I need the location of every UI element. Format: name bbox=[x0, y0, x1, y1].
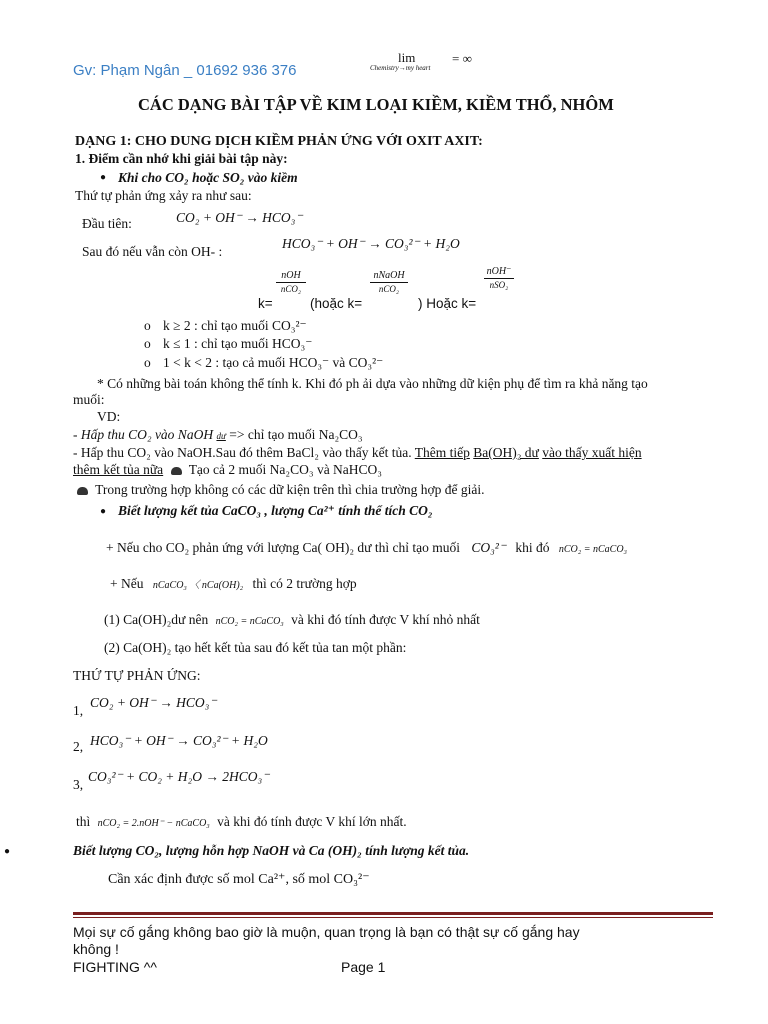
example-1 bbox=[73, 427, 363, 443]
example-2-cont bbox=[73, 462, 382, 478]
example-1-b: dư bbox=[216, 431, 226, 441]
example-1-c: => chỉ tạo muối Na₂CO₃ bbox=[229, 427, 363, 442]
sub-case-2: (2) Ca(OH)₂ tạo hết kết tủa sau đó kết tủa tan một phần: bbox=[104, 640, 407, 655]
reaction-1: CO₂ + OH⁻ → HCO₃⁻ bbox=[90, 695, 217, 710]
need-line: Cần xác định được số mol Ca²⁺, số mol CO₃²⁻ bbox=[108, 872, 370, 887]
sub-case-1 bbox=[104, 612, 480, 628]
case-b-end: thì có 2 trường hợp bbox=[252, 576, 357, 591]
sub-case-1-a: (1) Ca(OH)₂dư nên bbox=[104, 612, 209, 627]
case-k-between: 1 < k < 2 : tạo cả muối HCO₃⁻ và CO₃²⁻ bbox=[163, 355, 384, 370]
case-b-text: + Nếu bbox=[110, 576, 144, 591]
equation-first: CO₂ + OH⁻ → HCO₃⁻ bbox=[176, 210, 303, 225]
pointing-hand-icon bbox=[171, 467, 182, 475]
bullet-caco3: Biết lượng kết tủa CaCO₃ , lượng Ca²⁺ tính thể tích CO₂ bbox=[118, 503, 433, 518]
k-fraction-3 bbox=[484, 266, 514, 290]
case-a-ion: CO₃²⁻ bbox=[471, 540, 506, 555]
example-2-a: - Hấp thu CO₂ vào NaOH.Sau đó thêm BaCl₂ vào thấy kết tủa. bbox=[73, 445, 412, 460]
case-b bbox=[110, 576, 357, 592]
bullet-dot: ● bbox=[4, 846, 11, 857]
then-eq: nCO₂ = 2.nOH⁻ − nCaCO₃ bbox=[97, 818, 210, 829]
reaction-2: HCO₃⁻ + OH⁻ → CO₃²⁻ + H₂O bbox=[90, 733, 268, 748]
order-intro: Thứ tự phản ứng xảy ra như sau: bbox=[75, 188, 252, 203]
example-1-a: - Hấp thu CO₂ vào NaOH bbox=[73, 427, 214, 442]
case-b-eq: nCaCO₃ 〈 nCa(OH)₂ bbox=[152, 580, 244, 591]
example-3-text: Trong trường hợp không có các dữ kiện trên thì chia trường hợp để giải. bbox=[95, 482, 485, 497]
k2-denominator: nCO₂ bbox=[378, 284, 400, 294]
lim-word: lim bbox=[398, 50, 416, 65]
k3-bar bbox=[484, 278, 514, 279]
reaction-3: CO₃²⁻ + CO₂ + H₂O → 2HCO₃⁻ bbox=[88, 769, 270, 784]
footer-rule-thin bbox=[73, 917, 713, 918]
bullet-co2-so2: Khi cho CO₂ hoặc SO₂ vào kiềm bbox=[118, 170, 298, 185]
then-b: và khi đó tính được V khí lớn nhất. bbox=[217, 814, 407, 829]
case-k-ge-2: k ≥ 2 : chỉ tạo muối CO₃²⁻ bbox=[163, 318, 307, 333]
case-bullet-1: o bbox=[144, 318, 151, 333]
page-number: Page 1 bbox=[341, 959, 386, 975]
k1-denominator: nCO₂ bbox=[280, 284, 302, 294]
then-line bbox=[76, 814, 407, 830]
example-2 bbox=[73, 445, 642, 461]
footer-rule-thick bbox=[73, 912, 713, 915]
example-2-c: Ba(OH)₂ dư bbox=[473, 445, 539, 460]
k-fraction-1 bbox=[276, 270, 306, 294]
bullet-precipitate: Biết lượng CO₂, lượng hỗn hợp NaOH và Ca (OH)₂ tính lượng kết tủa. bbox=[73, 843, 470, 858]
footer-motto-cont: không ! bbox=[73, 941, 119, 957]
then-a: thì bbox=[76, 814, 91, 829]
example-3 bbox=[73, 482, 484, 498]
order-title: THỨ TỰ PHẢN ỨNG: bbox=[73, 668, 201, 683]
lim-value: = ∞ bbox=[452, 51, 472, 66]
equation-then: HCO₃⁻ + OH⁻ → CO₃²⁻ + H₂O bbox=[282, 236, 460, 251]
example-label: VD: bbox=[97, 409, 121, 424]
case-a bbox=[106, 540, 627, 556]
then-label: Sau đó nếu vẫn còn OH- : bbox=[82, 244, 223, 259]
example-2-b: Thêm tiếp bbox=[414, 445, 470, 460]
note-k: * Có những bài toán không thể tính k. Khi đó ph ải dựa vào những dữ kiện phụ để tìm ra khả năng tạo bbox=[97, 376, 648, 391]
case-a-eq: nCO₂ = nCaCO₃ bbox=[558, 544, 628, 555]
case-a-text: + Nếu cho CO₂ phản ứng với lượng Ca( OH)₂ dư thì chỉ tạo muối bbox=[106, 540, 460, 555]
k2-numerator: nNaOH bbox=[373, 270, 405, 281]
k3-numerator: nOH⁻ bbox=[486, 266, 512, 277]
example-2-e: thêm kết tủa nữa bbox=[73, 462, 164, 477]
footer-motto: Mọi sự cố gắng không bao giờ là muộn, quan trọng là bạn có thật sự cố gắng hay bbox=[73, 924, 580, 940]
reaction-1-label: 1, bbox=[73, 703, 84, 718]
case-a-when: khi đó bbox=[515, 540, 550, 555]
sub-case-1-eq: nCO₂ = nCaCO₃ bbox=[215, 616, 284, 627]
reaction-2-label: 2, bbox=[73, 739, 84, 754]
footer-fighting: FIGHTING ^^ bbox=[73, 959, 157, 975]
point-1: 1. Điểm cần nhớ khi giải bài tập này: bbox=[75, 151, 288, 166]
page-title: CÁC DẠNG BÀI TẬP VỀ KIM LOẠI KIỀM, KIỀM THỔ, NHÔM bbox=[138, 95, 614, 114]
example-2-d: vào thấy xuất hiện bbox=[542, 445, 642, 460]
reaction-3-label: 3, bbox=[73, 777, 84, 792]
teacher-header: Gv: Phạm Ngân _ 01692 936 376 bbox=[73, 62, 297, 79]
k1-numerator: nOH bbox=[281, 270, 301, 281]
case-k-le-1: k ≤ 1 : chỉ tạo muối HCO₃⁻ bbox=[163, 336, 313, 351]
first-label: Đầu tiên: bbox=[82, 216, 132, 231]
pointing-hand-icon bbox=[77, 487, 88, 495]
sub-case-1-b: và khi đó tính được V khí nhỏ nhất bbox=[291, 612, 480, 627]
case-bullet-3: o bbox=[144, 355, 151, 370]
case-bullet-2: o bbox=[144, 336, 151, 351]
k-fraction-2 bbox=[370, 270, 408, 294]
bullet-dot: ● bbox=[100, 506, 107, 517]
bullet-dot: ● bbox=[100, 172, 107, 183]
k-label: k= bbox=[258, 296, 273, 311]
k3-denominator: nSO₂ bbox=[489, 280, 509, 290]
k-end: ) Hoặc k= bbox=[418, 296, 477, 311]
k1-bar bbox=[276, 282, 306, 283]
example-2-f: Tạo cả 2 muối Na₂CO₃ và NaHCO₃ bbox=[188, 462, 383, 477]
lim-subscript: Chemistry→my heart bbox=[370, 64, 431, 72]
k2-bar bbox=[370, 282, 408, 283]
section-heading: DẠNG 1: CHO DUNG DỊCH KIỀM PHẢN ỨNG VỚI OXIT AXIT: bbox=[75, 134, 483, 149]
note-k-cont: muối: bbox=[73, 392, 105, 407]
k-mid: (hoặc k= bbox=[310, 296, 363, 311]
